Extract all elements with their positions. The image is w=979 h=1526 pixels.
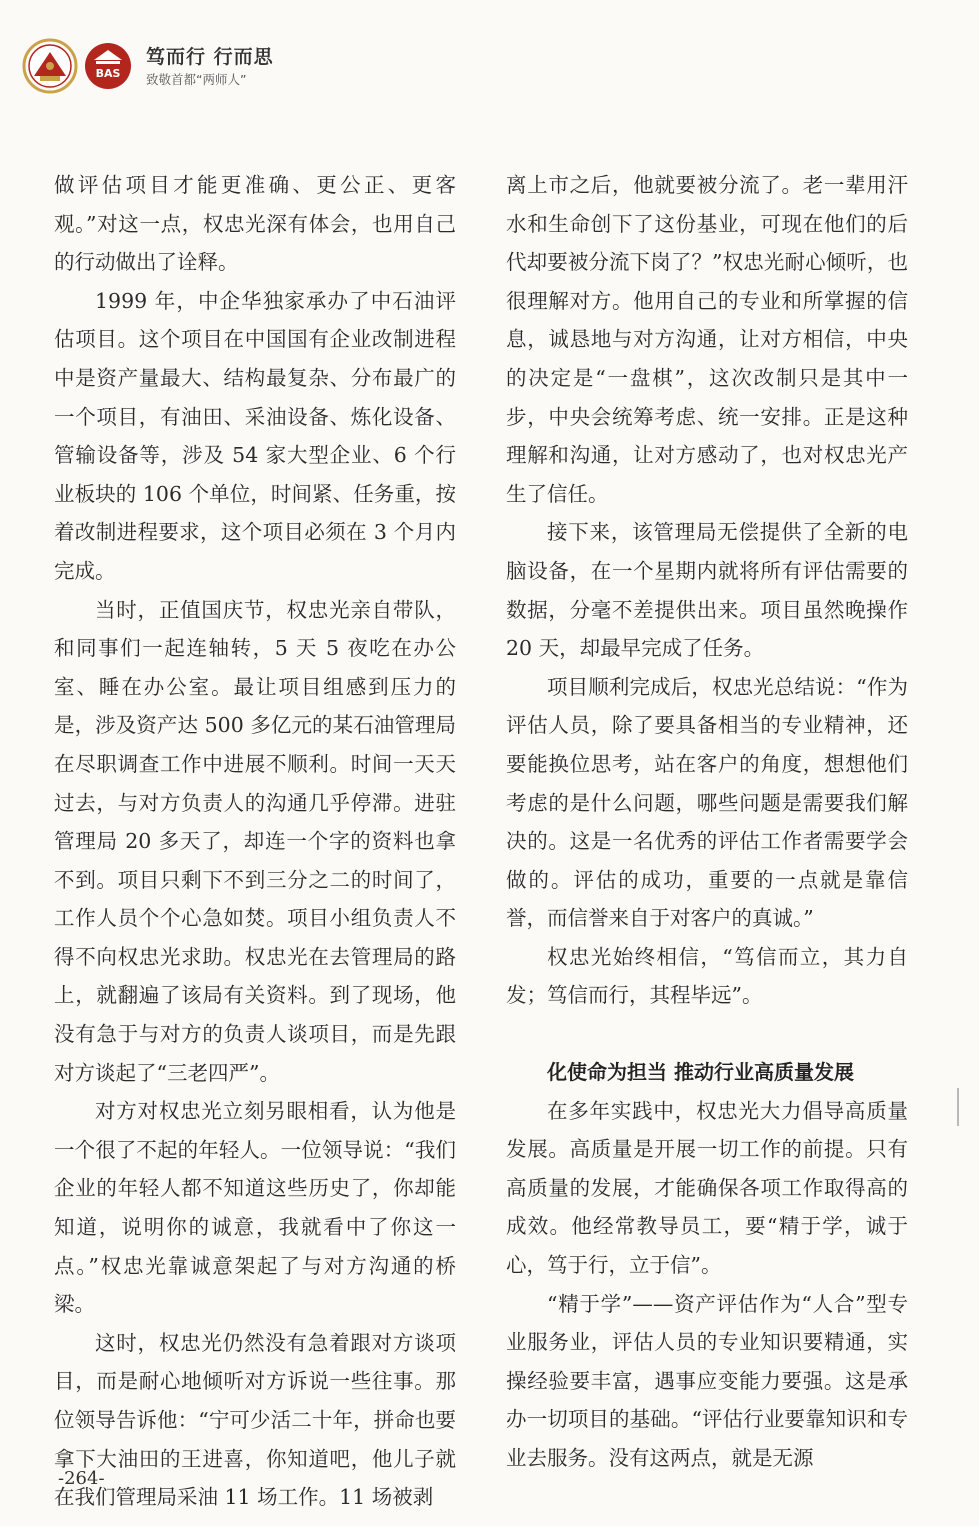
svg-text:BAS: BAS bbox=[95, 67, 121, 80]
paragraph: 在多年实践中，权忠光大力倡导高质量发展。高质量是开展一切工作的前提。只有高质量的发展，才能确保各项工作取得高的成效。他经常教导员工，要“精于学，诚于心，笃于行，立于信”。 bbox=[506, 1098, 908, 1278]
paragraph: 权忠光始终相信，“笃信而立，其力自发；笃信而行，其程毕远”。 bbox=[506, 944, 908, 1008]
emblem-logo bbox=[22, 38, 78, 94]
left-column bbox=[54, 166, 456, 1517]
slogan-sub: 致敬首都“两师人” bbox=[146, 72, 247, 87]
page-number: -264- bbox=[58, 1468, 105, 1489]
paragraph: 离上市之后，他就要被分流了。老一辈用汗水和生命创下了这份基业，可现在他们的后代却要被分流下岗了？”权忠光耐心倾听，也很理解对方。他用自己的专业和所掌握的信息，诚恳地与对方沟通，让对方相信，中央的决定是“一盘棋”，这次改制只是其中一步，中央会统筹考虑、统一安排。正是这种理解和沟通，让对方感动了，也对权忠光产生了信任。 bbox=[506, 173, 908, 506]
paragraph: “精于学”——资产评估作为“人合”型专业服务业，评估人员的专业知识要精通，实操经验要丰富，遇事应变能力要强。这是承办一切项目的基础。“评估行业要靠知识和专业去服务。没有这两点，就是无源 bbox=[506, 1291, 908, 1470]
paragraph: 接下来，该管理局无偿提供了全新的电脑设备，在一个星期内就将所有评估需要的数据，分毫不差提供出来。项目虽然晚操作 20 天，却最早完成了任务。 bbox=[506, 520, 908, 661]
header-slogan bbox=[146, 44, 274, 90]
paragraph: 1999 年，中企华独家承办了中石油评估项目。这个项目在中国国有企业改制进程中是资产量最大、结构最复杂、分布最广的一个项目，有油田、采油设备、炼化设备、管输设备等，涉及 54 家大型企业、6 个行业板块的 106 个单位，时间紧、任务重，按着改制进程要求，这个项目必须在 3 个月内完成。 bbox=[54, 288, 456, 583]
right-column bbox=[506, 166, 908, 1478]
section-heading: 化使命为担当 推动行业高质量发展 bbox=[547, 1060, 854, 1085]
edge-divider bbox=[957, 1088, 979, 1126]
bas-logo bbox=[84, 42, 132, 90]
paragraph: 对方对权忠光立刻另眼相看，认为他是一个很了不起的年轻人。一位领导说：“我们企业的年轻人都不知道这些历史了，你却能知道，说明你的诚意，我就看中了你这一点。”权忠光靠诚意架起了与对方沟通的桥梁。 bbox=[54, 1099, 456, 1317]
paragraph: 这时，权忠光仍然没有急着跟对方谈项目，而是耐心地倾听对方诉说一些往事。那位领导告诉他：“宁可少活二十年，拼命也要拿下大油田的王进喜，你知道吧，他儿子就在我们管理局采油 11 场工作。11 场被剥 bbox=[54, 1330, 456, 1510]
page-header bbox=[22, 38, 422, 98]
paragraph: 项目顺利完成后，权忠光总结说：“作为评估人员，除了要具备相当的专业精神，还要能换位思考，站在客户的角度，想想他们考虑的是什么问题，哪些问题是需要我们解决的。这是一名优秀的评估工作者需要学会做的。评估的成功，重要的一点就是靠信誉，而信誉来自于对客户的真诚。” bbox=[506, 674, 908, 931]
paragraph: 当时，正值国庆节，权忠光亲自带队，和同事们一起连轴转，5 天 5 夜吃在办公室、睡在办公室。最让项目组感到压力的是，涉及资产达 500 多亿元的某石油管理局在尽职调查工作中进展不顺利。时间一天天过去，与对方负责人的沟通几乎停滞。进驻管理局 20 多天了，却连一个字的资料也拿不到。项目只剩下不到三分之二的时间了，工作人员个个心急如焚。项目小组负责人不得不向权忠光求助。权忠光在去管理局的路上，就翻遍了该局有关资料。到了现场，他没有急于与对方的负责人谈项目，而是先跟对方谈起了“三老四严”。 bbox=[54, 597, 456, 1085]
slogan-main: 笃而行 行而思 bbox=[146, 46, 274, 68]
paragraph: 做评估项目才能更准确、更公正、更客观。”对这一点，权忠光深有体会，也用自己的行动做出了诠释。 bbox=[54, 173, 456, 275]
section-gap bbox=[506, 1015, 908, 1053]
